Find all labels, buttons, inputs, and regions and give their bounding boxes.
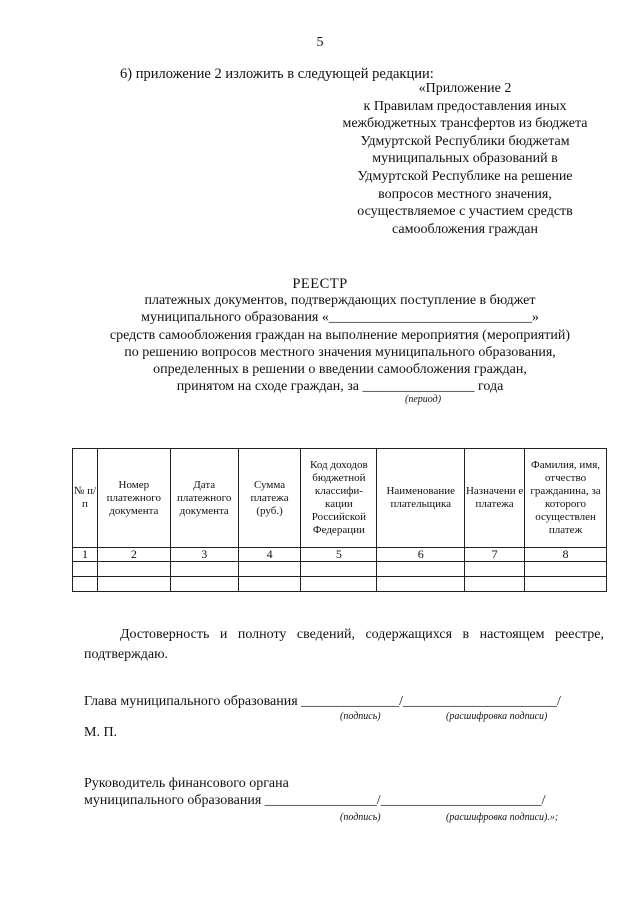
table-cell	[238, 577, 301, 592]
column-number-row	[73, 548, 607, 562]
appendix-line: Удмуртской Республики бюджетам	[360, 133, 570, 149]
fin-head-signature-line: муниципального образования ________________/_______________________/	[84, 793, 546, 808]
subtitle-line: средств самообложения граждан на выполнение мероприятия (мероприятий)	[109, 327, 571, 343]
column-number: 1	[73, 548, 98, 562]
table-cell	[525, 562, 607, 577]
subtitle-line: платежных документов, подтверждающих поступление в бюджет	[144, 293, 536, 308]
appendix-line: «Приложение 2	[418, 81, 512, 96]
column-number: 3	[170, 548, 238, 562]
header-cell: Фамилия, имя, отчество гражданина, за которого осуществлен платеж	[525, 449, 607, 548]
header-cell: Сумма платежа (руб.)	[238, 449, 301, 548]
header-cell: Дата платежного документа	[170, 449, 238, 548]
table-cell	[238, 562, 301, 577]
table-cell	[170, 562, 238, 577]
table-cell	[525, 577, 607, 592]
table-cell	[170, 577, 238, 592]
table-row	[73, 562, 607, 577]
head-decoding-caption: (расшифровка подписи)	[446, 711, 548, 722]
header-cell: Назначени е платежа	[465, 449, 525, 548]
fin-signature-caption: (подпись)	[340, 812, 381, 823]
head-signature-caption: (подпись)	[340, 711, 381, 722]
header-cell: Наименование плательщика	[377, 449, 465, 548]
column-number: 7	[465, 548, 525, 562]
amendment-intro: 6) приложение 2 изложить в следующей редакции:	[120, 66, 434, 82]
subtitle-line: муниципального образования «_____________________________»	[141, 310, 539, 326]
column-number: 2	[97, 548, 170, 562]
table-cell	[301, 577, 377, 592]
registry-subtitle	[60, 292, 620, 396]
header-cell: Код доходов бюджетной классифи- кации Российской Федерации	[301, 449, 377, 548]
period-caption: (период)	[405, 394, 442, 405]
column-number: 6	[377, 548, 465, 562]
confirmation-text: Достоверность и полноту сведений, содержащихся в настоящем реестре, подтверждаю.	[84, 627, 604, 662]
appendix-line: осуществляемое с участием средств	[357, 204, 573, 220]
appendix-line: вопросов местного значения,	[378, 186, 552, 202]
appendix-line: к Правилам предоставления иных	[363, 98, 567, 114]
registry-table	[72, 448, 607, 592]
table-cell	[465, 562, 525, 577]
header-cell: Номер платежного документа	[97, 449, 170, 548]
subtitle-line: по решению вопросов местного значения муниципального образования,	[124, 344, 556, 360]
registry-title: РЕЕСТР	[292, 276, 348, 292]
fin-decoding-caption: (расшифровка подписи).»;	[446, 812, 559, 823]
column-number: 5	[301, 548, 377, 562]
table-row	[73, 577, 607, 592]
table-cell	[97, 562, 170, 577]
table-cell	[465, 577, 525, 592]
subtitle-line: принятом на сходе граждан, за ________________ года	[176, 379, 504, 395]
header-cell: № п/п	[73, 449, 98, 548]
table-cell	[73, 577, 98, 592]
table-header-row	[73, 449, 607, 548]
column-number: 4	[238, 548, 301, 562]
table-cell	[377, 562, 465, 577]
appendix-line: самообложения граждан	[392, 221, 538, 237]
appendix-line: муниципальных образований в	[372, 151, 558, 167]
head-signature-line: Глава муниципального образования ______________/______________________/	[84, 694, 561, 709]
table-cell	[97, 577, 170, 592]
subtitle-line: определенных в решении о введении самообложения граждан,	[153, 362, 527, 378]
appendix-line: межбюджетных трансфертов из бюджета	[342, 116, 588, 132]
table-cell	[377, 577, 465, 592]
column-number: 8	[525, 548, 607, 562]
table-cell	[73, 562, 98, 577]
appendix-line: Удмуртской Республике на решение	[357, 168, 573, 184]
table-cell	[301, 562, 377, 577]
page-number: 5	[316, 35, 324, 50]
stamp-place: М. П.	[84, 725, 118, 740]
fin-head-line-1: Руководитель финансового органа	[84, 776, 289, 791]
appendix-heading	[330, 80, 600, 238]
